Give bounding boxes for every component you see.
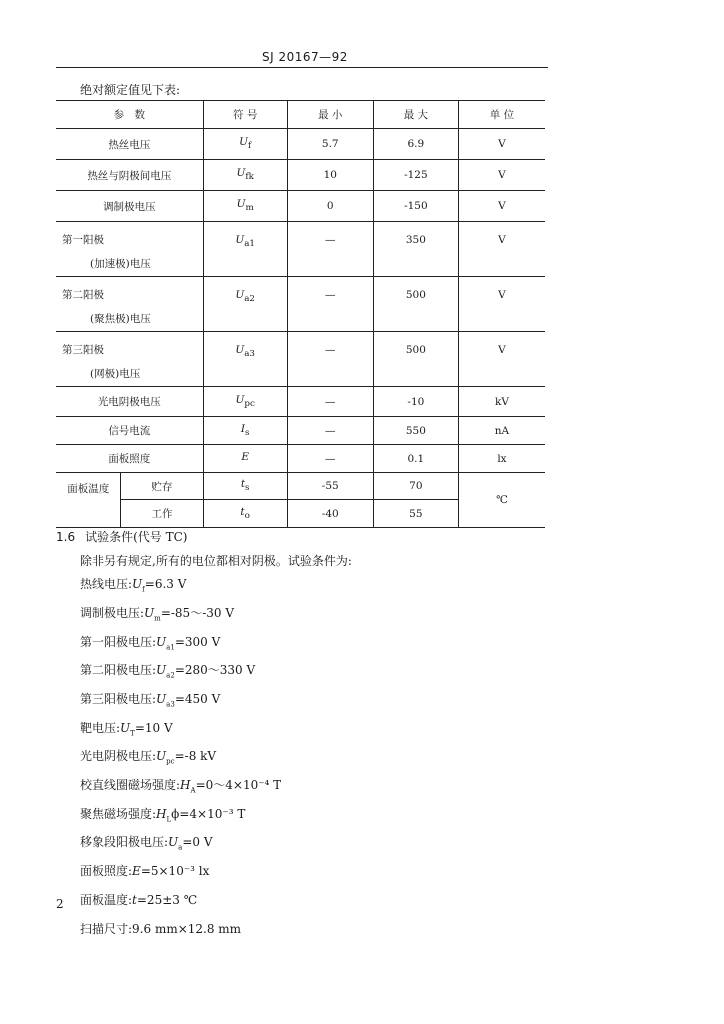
header-min: 最 小 — [287, 101, 373, 129]
param-cell: 第二阳极 (聚焦极)电压 — [56, 277, 203, 332]
symbol-cell: $t_o$ — [203, 500, 287, 528]
symbol-cell: $t_s$ — [203, 473, 287, 500]
section-title: 试验条件(代号 TC) — [85, 530, 188, 544]
unit-cell: V — [458, 222, 545, 277]
temp-storage-label: 贮存 — [121, 473, 203, 500]
symbol-cell: $I_s$ — [203, 417, 287, 445]
header-symbol: 符 号 — [203, 101, 287, 129]
unit-cell: nA — [458, 417, 545, 445]
min-cell: 10 — [287, 160, 373, 191]
condition-item: 聚焦磁场强度$:H_L\phi=4\times 10^{-3}$ T — [80, 806, 246, 824]
symbol-cell: $U_{fk}$ — [203, 160, 287, 191]
symbol-cell: $U_{a1}$ — [203, 222, 287, 277]
max-cell: 55 — [373, 500, 458, 528]
max-cell: 350 — [373, 222, 458, 277]
max-cell: 0.1 — [373, 445, 458, 473]
symbol-cell: $U_{a2}$ — [203, 277, 287, 332]
condition-item: 扫描尺寸:9.6 mm×12.8 mm — [80, 921, 242, 936]
param-cell: 光电阴极电压 — [56, 387, 203, 417]
table-row — [56, 222, 545, 277]
header-max: 最 大 — [373, 101, 458, 129]
header-rule — [56, 67, 548, 68]
table-row — [56, 417, 545, 445]
param-cell: 面板照度 — [56, 445, 203, 473]
test-conditions — [80, 550, 352, 946]
max-cell: -125 — [373, 160, 458, 191]
symbol-cell: $U_f$ — [203, 129, 287, 160]
condition-item: 面板照度:E=5×10⁻³ lx — [80, 864, 210, 879]
max-cell: 500 — [373, 277, 458, 332]
section-number: 1.6 — [56, 530, 76, 544]
condition-item: 第一阳极电压$:U_{a1}=300$ V — [80, 634, 221, 652]
unit-cell: V — [458, 277, 545, 332]
min-cell: — — [287, 417, 373, 445]
table-intro: 绝对额定值见下表: — [80, 83, 181, 97]
min-cell: — — [287, 387, 373, 417]
max-cell: 70 — [373, 473, 458, 500]
unit-cell: V — [458, 129, 545, 160]
condition-item: 第三阳极电压$:U_{a3}=450$ V — [80, 692, 221, 709]
condition-item: 调制极电压$:U_m=-85\sim-30$ V — [80, 605, 234, 623]
min-cell: 0 — [287, 191, 373, 222]
table-row — [56, 160, 545, 191]
symbol-cell: $U_{a3}$ — [203, 332, 287, 387]
absolute-ratings-table — [56, 100, 545, 528]
document-header: SJ 20167—92 — [262, 50, 348, 64]
unit-cell: lx — [458, 445, 545, 473]
max-cell: 550 — [373, 417, 458, 445]
conditions-intro: 除非另有规定,所有的电位都相对阴极。试验条件为: — [80, 554, 352, 568]
min-cell: -40 — [287, 500, 373, 528]
temp-operating-label: 工作 — [121, 500, 203, 528]
unit-cell: kV — [458, 387, 545, 417]
table-row — [56, 191, 545, 222]
param-cell: 热丝与阴极间电压 — [56, 160, 203, 191]
min-cell: — — [287, 277, 373, 332]
symbol-cell: $U_m$ — [203, 191, 287, 222]
table-row — [56, 473, 545, 500]
unit-cell: V — [458, 160, 545, 191]
symbol-cell: $U_{pc}$ — [203, 387, 287, 417]
max-cell: 6.9 — [373, 129, 458, 160]
symbol-cell: E — [203, 445, 287, 473]
temp-param-cell: 面板温度 — [56, 473, 121, 528]
param-cell: 热丝电压 — [56, 129, 203, 160]
param-cell: 第三阳极 (网极)电压 — [56, 332, 203, 387]
condition-item: 靶电压$:U_T=10$ V — [80, 720, 173, 738]
condition-item: 移象段阳极电压$:U_a=0$ V — [80, 835, 213, 852]
header-unit: 单 位 — [458, 101, 545, 129]
condition-item: 面板温度:t=25±3 ℃ — [80, 892, 198, 907]
condition-item: 热线电压$:U_f=6.3$ V — [80, 577, 187, 594]
condition-item: 第二阳极电压$:U_{a2}=280\sim 330$ V — [80, 663, 256, 680]
min-cell: — — [287, 445, 373, 473]
min-cell: -55 — [287, 473, 373, 500]
temp-unit-cell: ℃ — [458, 473, 545, 528]
table-row — [56, 445, 545, 473]
condition-item: 校直线圈磁场强度$:H_A=0\sim 4\times 10^{-4}$ T — [80, 778, 282, 795]
table-row — [56, 129, 545, 160]
condition-item: 光电阴极电压$:U_{pc}=-8$ kV — [80, 749, 217, 766]
unit-cell: V — [458, 332, 545, 387]
min-cell: 5.7 — [287, 129, 373, 160]
max-cell: -10 — [373, 387, 458, 417]
max-cell: 500 — [373, 332, 458, 387]
table-row — [56, 387, 545, 417]
param-cell: 调制极电压 — [56, 191, 203, 222]
page-number: 2 — [56, 897, 64, 911]
section-heading — [56, 528, 187, 545]
min-cell: — — [287, 332, 373, 387]
header-param: 参 数 — [56, 101, 203, 129]
max-cell: -150 — [373, 191, 458, 222]
table-header-row — [56, 101, 545, 129]
table-row — [56, 332, 545, 387]
table-row — [56, 277, 545, 332]
unit-cell: V — [458, 191, 545, 222]
param-cell: 第一阳极 (加速极)电压 — [56, 222, 203, 277]
min-cell: — — [287, 222, 373, 277]
param-cell: 信号电流 — [56, 417, 203, 445]
